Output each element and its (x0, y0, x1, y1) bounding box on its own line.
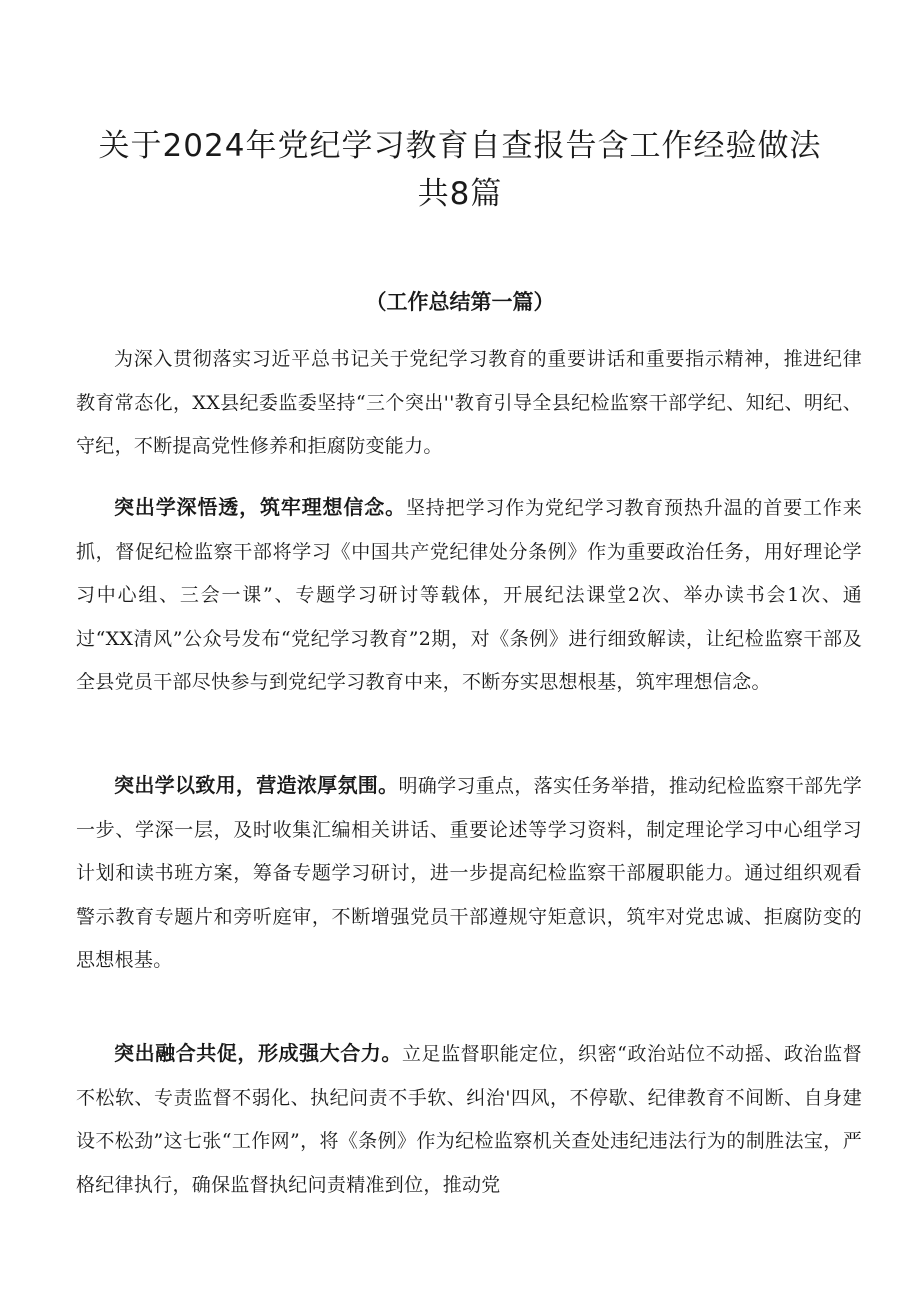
paragraph-text: 坚持把学习作为党纪学习教育预热升温的首要工作来抓，督促纪检监察干部将学习《中国共产党纪律处分条例》作为重要政治任务，用好理论学习中心组、三会一课”、专题学习研讨等载体，开展纪法课堂2次、举办读书会1次、通过“XX清风”公众号发布“党纪学习教育”2期，对《条例》进行细致解读，让纪检监察干部及全县党员干部尽快参与到党纪学习教育中来，不断夯实思想根基，筑牢理想信念。 (76, 497, 862, 693)
document-title (60, 122, 860, 218)
paragraph-practice (76, 764, 862, 983)
paragraph-lead: 突出学深悟透，筑牢理想信念。 (114, 495, 406, 519)
paragraph-text: 明确学习重点，落实任务举措，推动纪检监察干部先学一步、学深一层，及时收集汇编相关讲话、重要论述等学习资料，制定理论学习中心组学习计划和读书班方案，筹备专题学习研讨，进一步提高纪检监察干部履职能力。通过组织观看警示教育专题片和旁听庭审，不断增强党员干部遵规守矩意识，筑牢对党忠诚、拒腐防变的思想根基。 (76, 775, 863, 971)
paragraph-integration (76, 1032, 862, 1207)
paragraph-text: 立足监督职能定位，织密“政治站位不动摇、政治监督不松软、专责监督不弱化、执纪问责不手软、纠治'四风，不停歇、纪律教育不间断、自身建设不松劲”这七张“工作网”，将《条例》作为纪检监察机关查处违纪违法行为的制胜法宝，严格纪律执行，确保监督执纪问责精准到位，推动党 (76, 1043, 862, 1196)
paragraph-text: 为深入贯彻落实习近平总书记关于党纪学习教育的重要讲话和重要指示精神，推进纪律教育常态化，XX县纪委监委坚持“三个突出''教育引导全县纪检监察干部学纪、知纪、明纪、守纪，不断提高党性修养和拒腐防变能力。 (76, 348, 862, 457)
paragraph-lead: 突出学以致用，营造浓厚氛围。 (114, 773, 399, 797)
document-title-line1: 关于2024年党纪学习教育自查报告含工作经验做法 (98, 128, 822, 164)
section-heading: （工作总结第一篇） (365, 290, 555, 314)
paragraph-lead: 突出融合共促，形成强大合力。 (114, 1041, 402, 1065)
document-title-line2: 共8篇 (417, 176, 503, 212)
paragraph-study (76, 486, 862, 705)
paragraph-intro (76, 338, 862, 469)
